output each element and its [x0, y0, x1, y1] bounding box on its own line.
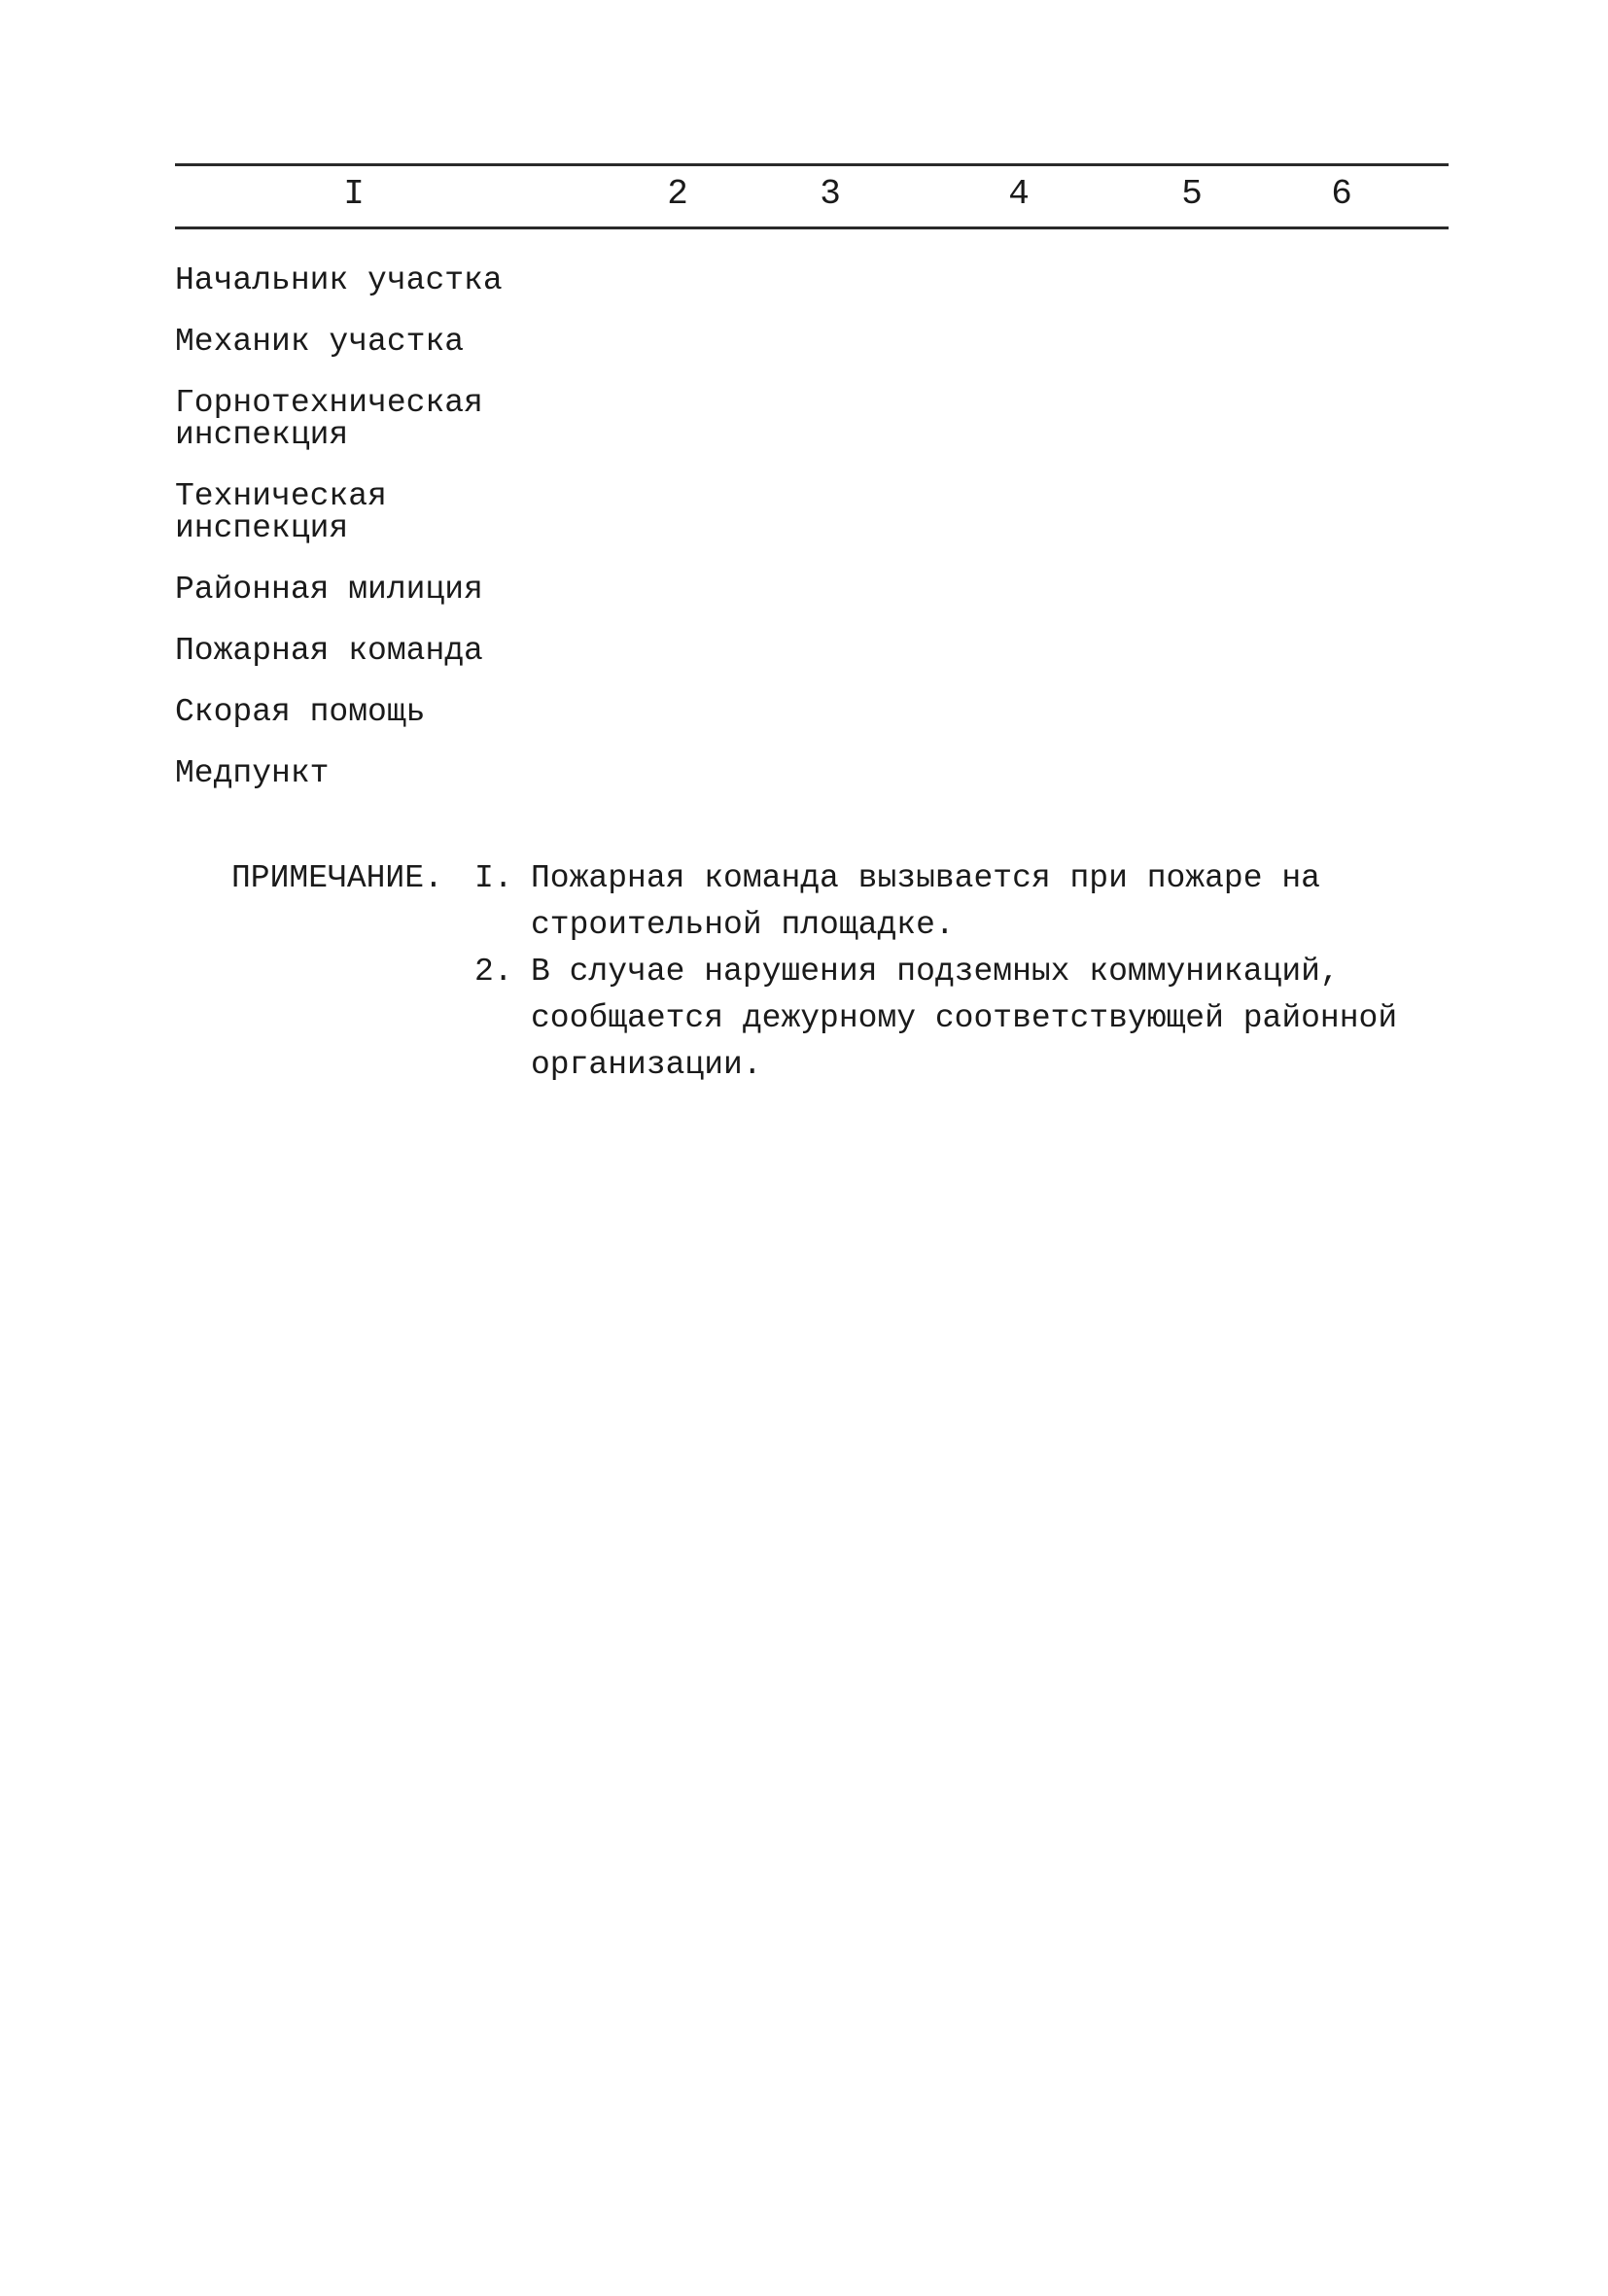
- column-header-6: 6: [1331, 174, 1352, 214]
- column-header-2: 2: [667, 174, 688, 214]
- table-row: Пожарная команда: [175, 633, 483, 669]
- note-item: [474, 949, 1447, 1089]
- note-item-text: В случае нарушения подземных коммуникаций, сообщается дежурному соответствующей районной организации.: [531, 954, 1398, 1083]
- table-row: Скорая помощь: [175, 694, 426, 730]
- table-row: Механик участка: [175, 324, 465, 360]
- note-title: ПРИМЕЧАНИЕ.: [231, 860, 443, 896]
- table-row: Районная милиция: [175, 572, 483, 608]
- column-header-5: 5: [1181, 174, 1203, 214]
- column-header-3: 3: [820, 174, 841, 214]
- note-item-number: I.: [474, 860, 513, 896]
- note-item-text: Пожарная команда вызывается при пожаре на строительной площадке.: [531, 860, 1320, 943]
- table-body: [175, 264, 856, 818]
- table-row: Горнотехническая инспекция: [175, 385, 483, 453]
- note-list: [474, 855, 1447, 1089]
- column-header-1: I: [343, 174, 365, 214]
- table-top-rule: [175, 163, 1449, 166]
- column-header-4: 4: [1008, 174, 1030, 214]
- note-item: [474, 855, 1447, 949]
- table-row: Медпункт: [175, 755, 330, 791]
- table-header-rule: [175, 226, 1449, 229]
- table-row: Техническая инспекция: [175, 478, 387, 546]
- note-item-number: 2.: [474, 954, 513, 990]
- table-row: Начальник участка: [175, 262, 503, 298]
